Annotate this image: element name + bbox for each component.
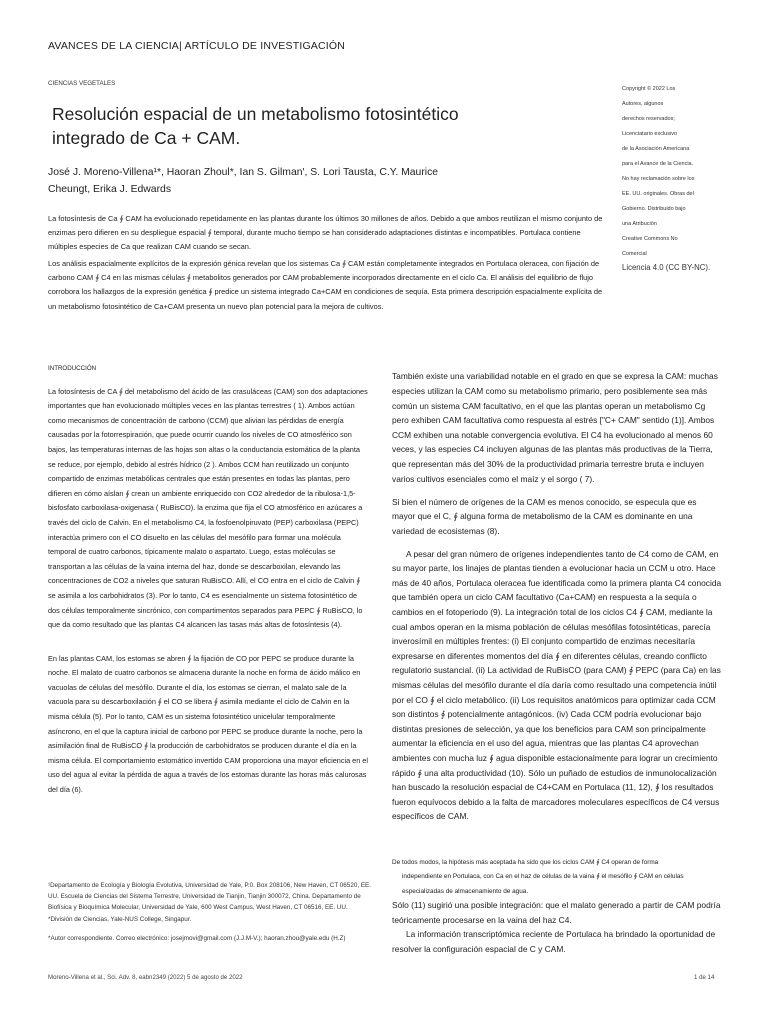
abstract-paragraph: La fotosíntesis de Ca ∮ CAM ha evolucionado repetidamente en las plantas durante los últimos 30 millones de años. Debido a que ambos reutilizan el mismo conjunto de enzimas pero difieren en su despliegue espacial ∮ temporal, durante mucho tiempo se han considerado adaptaciones distintas e incompatibles. Portulaca contiene múltiples especies de Ca que realizan CAM cuando se secan. (48, 214, 603, 252)
note-line: De todos modos, la hipótesis más aceptada ha sido que los ciclos CAM ∮ C4 operan de forma (392, 859, 659, 866)
body-paragraph: La información transcriptómica reciente de Portulaca ha brindado la oportunidad de resolver la configuración espacial de C y CAM. (392, 929, 716, 954)
body-paragraph: Si bien el número de orígenes de la CAM es menos conocido, se especula que es mayor que el C, ∮ alguna forma de metabolismo de la CAM es dominante en una variedad de ecosistemas (8). (392, 496, 697, 536)
copyright-line: para el Avance de la Ciencia. (622, 161, 694, 167)
right-column (392, 361, 722, 832)
copyright-line: No hay reclamación sobre los (622, 176, 695, 182)
copyright-line: Autores, algunos (622, 101, 664, 107)
continuation-note (392, 856, 722, 899)
article-title: Resolución espacial de un metabolismo fotosintético integrado de Ca + CAM. (52, 104, 459, 148)
abstract (48, 212, 608, 317)
body-paragraph: Sólo (11) sugirió una posible integración: que el malato generado a partir de CAM podría teóricamente procesarse en la vaina del haz C4. (392, 900, 721, 925)
copyright-line: de la Asociación Americana (622, 146, 690, 152)
author-list: José J. Moreno-Villena¹*, Haoran Zhoul*, Ian S. Gilman', S. Lori Tausta, C.Y. Maurice Cheungt, Erika J. Edwards (48, 167, 439, 195)
copyright-line: Copyright © 2022 Los (622, 86, 676, 92)
introduction-heading: INTRODUCCIÓN (48, 365, 97, 372)
copyright-line: Licenciatario exclusivo (622, 131, 678, 137)
affiliation-footnote: ¹Departamento de Ecología y Biología Evolutiva, Universidad de Yale, P.0. Box 208106, New Haven, CT 06520, EE. UU. Escuela de Ciencias del Sistema Terrestre, Universidad de Tianjin, Tianjin 300072, China. Departamento de Biofísica y Bioquímica Molecular, Universidad de Yale, 600 West Campus, West Haven, CT 06516, EE. UU. *División de Ciencias, Yale-NUS College, Singapur. (48, 882, 371, 923)
copyright-line: EE. UU. originales. Obras del (622, 191, 694, 197)
copyright-notice (622, 82, 728, 274)
body-paragraph: La fotosíntesis de CA ∮ del metabolismo del ácido de las crasuláceas (CAM) son dos adaptaciones importantes que han evolucionado múltiples veces en las plantas terrestres ( 1). Ambos actúan como mecanismos de concentración de carbono (CCM) que alivian las pérdidas de energía causadas por la fotorrespiración, que puede ocurrir cuando los niveles de CO atmosférico son bajos, las temperaturas internas de las hojas son altas o la conductancia estomática de la planta se reduce, por ejemplo, debido al estrés hídrico (2 ). Ambos CCM han reutilizado un conjunto compartido de enzimas metabólicas centrales que están presentes en todas las plantas, pero difieren en cómo aíslan ∮ crean un ambiente enriquecido con CO2 alrededor de la ribulosa-1,5-bisfosfato carboxilasa-oxigenasa ( RuBisCO). la enzima que fija el CO atmosférico en azúcares a través del ciclo de Calvin. En el metabolismo C4, la fosfoenolpiruvato (PEP) carboxilasa (PEPC) interactúa primero con el CO disuelto en las células del mesófilo para formar una molécula temporal de cuatro carbonos, típicamente malato o aspartato. Luego, estas moléculas se transportan a las células de la vaina interna del haz, donde se descarboxilan, elevando las concentraciones de CO2 a niveles que saturan RuBisCO. Allí, el CO entra en el ciclo de Calvin ∮ se asimila a los carbohidratos (3). Por lo tanto, C4 es esencialmente un sistema fotosintético de dos células temporalmente sincrónico, con compartimentos separados para PEPC ∮ RuBisCO, lo que da como resultado que las plantas C4 alcancen las tasas más altas de fotosíntesis (4). (48, 386, 368, 630)
left-column (48, 362, 368, 798)
copyright-line: derechos reservados; (622, 116, 675, 122)
body-paragraph: A pesar del gran número de orígenes independientes tanto de C4 como de CAM, en su mayor parte, los linajes de plantas tienden a evolucionar hacia un CCM u otro. Hace más de 40 años, Portulaca oleracea fue identificada como la primera planta C4 conocida que también opera un ciclo CAM facultativo (Ca+CAM) en respuesta a la sequía o cambios en el fotoperiodo (9). La integración total de los ciclos C4 ∮ CAM, mediante la cual ambos operan en la misma población de células mesófilas fotosintéticas, parecía inverosímil en múltiples frentes: (i) El conjunto compartido de enzimas necesitaría expresarse en diferentes momentos del día ∮ en diferentes células, creando conflicto regulatorio sustancial. (ii) La actividad de RuBisCO (para CAM) ∮ PEPC (para Ca) en las mismas células del mesófilo durante el día daría como resultado una competencia inútil por el CO ∮ el ciclo metabólico. (ii) Los requisitos anatómicos para optimizar cada CCM son distintos ∮ potencialmente antagónicos. (iv) Cada CCM podría evolucionar bajo distintas presiones de selección, ya que los beneficios para CAM son principalmente aumentar la eficiencia en el uso del agua, mientras que las plantas C4 aprovechan ambientes con mucha luz ∮ agua disponible estacionalmente para lograr un crecimiento rápido ∮ una alta productividad (10). Sólo un puñado de estudios de inmunolocalización han buscado la resolución espacial de C4+CAM en Portulaca (11, 12), ∮ los resultados fueron equívocos debido a la falta de marcadores moleculares específicos de C4 versus específicos de CAM. (392, 548, 722, 822)
body-paragraph: En las plantas CAM, los estomas se abren ∮ la fijación de CO por PEPC se produce durante la noche. El malato de cuatro carbonos se almacena durante la noche en forma de ácido málico en vacuolas de células del mesófilo. Durante el día, los estomas se cierran, el malato sale de la vacuola para su descarboxilación ∮ el CO se libera ∮ asimila mediante el ciclo de Calvin en la misma célula (5). Por lo tanto, CAM es un sistema fotosintético unicelular temporalmente asíncrono, en el que la captura inicial de carbono por PEPC se produce durante la noche, pero la asimilación final de RuBisCO ∮ la producción de carbohidratos se producen durante el día en la misma célula. El comportamiento estomático invertido CAM proporciona una mayor eficiencia en el uso del agua al evitar la pérdida de agua a través de los estomas durante las horas más calurosas del día (6). (48, 653, 368, 795)
body-paragraph: También existe una variabilidad notable en el grado en que se expresa la CAM: muchas especies utilizan la CAM como su metabolismo primario, pero posiblemente sea más común un sistema CAM facultativo, en el que las plantas operan un metabolismo Cg pero exhiben CAM facultativa como respuesta al estrés ["C+ CAM" sentido (1)]. Ambos CCM exhiben una notable convergencia evolutiva. El C4 ha evolucionado al menos 60 veces, y las especies C4 incluyen algunas de las plantas más productivas de la Tierra, que representan más del 30% de la productividad primaria terrestre bruta e incluyen varios cultivos esenciales como el maíz y el sorgo ( 7). (392, 371, 718, 484)
citation-footer: Moreno-Villena et al., Sci. Adv. 8, eabn2349 (2022) 5 de agosto de 2022 (48, 974, 243, 981)
abstract-paragraph: Los análisis espacialmente explícitos de la expresión génica revelan que los sistemas Ca ∮ CAM están completamente integrados en Portulaca oleracea, con fijación de carbono CAM ∮ C4 en las mismas células ∮ metabolitos generados por CAM probablemente incorporados directamente en el ciclo Ca. El análisis del equilibrio de flujo corrobora los hallazgos de la expresión genética ∮ predice un sistema integrado Ca+CAM en condiciones de sequía. Esta primera descripción espacialmente explícita de un metabolismo fotosintético de Ca+CAM presenta un nuevo plan potencial para la mejora de cultivos. (48, 259, 603, 311)
copyright-line: Creative Commons No (622, 236, 678, 242)
journal-header: AVANCES DE LA CIENCIA| ARTÍCULO DE INVESTIGACIÓN (48, 40, 346, 52)
page-number: 1 de 14 (694, 974, 715, 981)
copyright-line: Comercial (622, 251, 647, 257)
note-line: independiente en Portulaca, con Ca en el haz de células de la vaina ∮ el mesófilo ∮ CAM en células especializadas de almacenamiento de agua. (402, 873, 684, 895)
correspondence-footnote: *Autor correspondiente. Correo electrónico: josejmovi@gmail.com (J.J.M-V.); haoran.zhou@yale.edu (H.Z) (48, 935, 346, 942)
copyright-line: una Atribución (622, 221, 657, 227)
license-text: Licencia 4.0 (CC BY-NC). (622, 263, 711, 272)
right-column-tail (392, 898, 722, 956)
section-tag: CIENCIAS VEGETALES (48, 80, 116, 87)
copyright-line: Gobierno. Distribuido bajo (622, 206, 686, 212)
